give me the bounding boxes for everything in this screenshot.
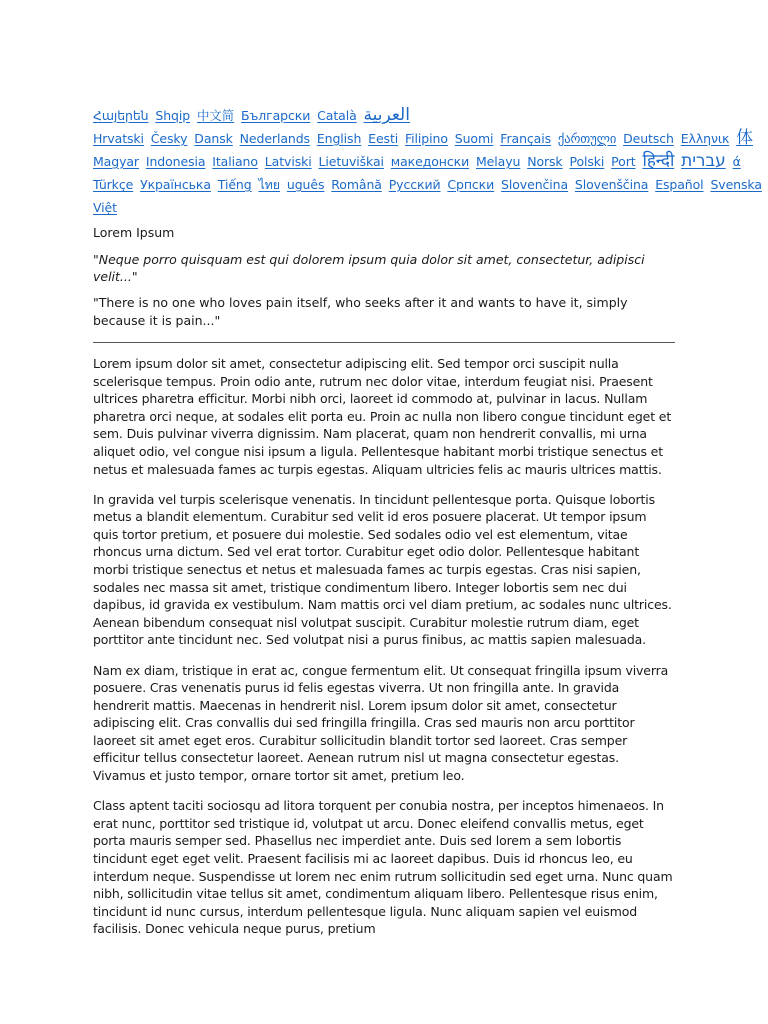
lang-link-greek-fragment[interactable]: ά <box>732 154 741 169</box>
lang-link-latvian[interactable]: Latviski <box>264 154 312 169</box>
lang-link-finnish[interactable]: Suomi <box>454 131 494 146</box>
lang-link-dutch[interactable]: Nederlands <box>239 131 310 146</box>
lang-link-italian[interactable]: Italiano <box>212 154 258 169</box>
lang-link-french[interactable]: Français <box>500 131 552 146</box>
body-text <box>93 355 675 937</box>
lang-link-vietnamese-part1[interactable]: Tiếng <box>217 177 252 192</box>
lang-link-romanian[interactable]: Română <box>331 177 382 192</box>
lang-link-hungarian[interactable]: Magyar <box>93 154 139 169</box>
language-links <box>93 104 762 219</box>
lang-link-portuguese-part1[interactable]: Port <box>611 154 636 169</box>
language-row-3 <box>93 150 741 173</box>
paragraph-3: Nam ex diam, tristique in erat ac, congue fermentum elit. Ut consequat fringilla ipsum viverra posuere. Cras venenatis purus id felis egestas viverra. Ut non fringilla ante. In gravida hendrerit mattis. Maecenas in hendrerit nisl. Lorem ipsum dolor sit amet, consectetur adipiscing elit. Cras convallis dui sed fringilla fringilla. Cras sed mauris non arcu porttitor laoreet sit amet eget eros. Curabitur sollicitudin blandit tortor sed laoreet. Cras semper efficitur tellus consectetur laoreet. Aenean rutrum nisl ut magna consectetur egestas. Vivamus et justo tempor, ornare tortor sit amet, pretium leo. <box>93 662 669 784</box>
lang-link-spanish[interactable]: Español <box>655 177 704 192</box>
english-quote: "There is no one who loves pain itself, who seeks after it and wants to have it, simply because it is pain..." <box>93 295 628 328</box>
language-row-5 <box>93 196 675 219</box>
language-row-2 <box>93 127 754 150</box>
content-column <box>93 104 762 937</box>
lang-link-chinese-traditional[interactable]: 体 <box>736 128 754 148</box>
lang-link-serbian[interactable]: Српски <box>447 177 495 192</box>
lang-link-turkish[interactable]: Türkçe <box>93 177 134 192</box>
paragraph-1: Lorem ipsum dolor sit amet, consectetur adipiscing elit. Sed tempor orci suscipit nulla scelerisque tempus. Proin odio ante, rutrum nec dolor vitae, interdum feugiat nisi. Praesent ultrices pharetra efficitur. Morbi nibh orci, laoreet id commodo at, pulvinar in lacus. Nullam pharetra orci neque, at sodales elit porta eu. Proin ac nulla non libero congue tincidunt eget et sem. Duis pulvinar viverra dignissim. Nam placerat, quam non hendrerit convallis, mi urna aliquet odio, vel congue nisi ipsum a ligula. Pellentesque habitant morbi tristique senectus et netus et malesuada fames ac turpis egestas. Aliquam ultricies felis ac mauris ultrices mattis. <box>93 356 672 477</box>
lang-link-hindi[interactable]: हिन्दी <box>642 151 675 171</box>
lang-link-german[interactable]: Deutsch <box>623 131 674 146</box>
lang-link-swedish[interactable]: Svenska <box>710 177 762 192</box>
lang-link-hebrew[interactable]: עברית <box>681 151 726 171</box>
lang-link-albanian[interactable]: Shqip <box>155 108 191 123</box>
lang-link-slovenian[interactable]: Slovenščina <box>574 177 649 192</box>
lang-link-filipino[interactable]: Filipino <box>405 131 448 146</box>
lang-link-danish[interactable]: Dansk <box>194 131 233 146</box>
lang-link-thai[interactable]: ไทย <box>258 177 281 192</box>
lang-link-croatian[interactable]: Hrvatski <box>93 131 144 146</box>
lang-link-chinese-simplified[interactable]: 中文简 <box>196 108 235 123</box>
lang-link-bulgarian[interactable]: Български <box>241 108 311 123</box>
lang-link-czech[interactable]: Česky <box>150 131 188 146</box>
lang-link-malay[interactable]: Melayu <box>475 154 521 169</box>
lang-link-greek[interactable]: Ελληνικ <box>680 131 730 146</box>
lang-link-russian[interactable]: Русский <box>388 177 441 192</box>
paragraph-2: In gravida vel turpis scelerisque venenatis. In tincidunt pellentesque porta. Quisque lobortis metus a blandit elementum. Curabitur sed velit id eros posuere placerat. Ut tempor ipsum quis tortor pretium, et posuere dui molestie. Sed sodales odio vel est elementum, vitae rhoncus urna dictum. Sed vel erat tortor. Curabitur eget odio dolor. Pellentesque habitant morbi tristique senectus et netus et malesuada fames ac turpis egestas. Cras nisi sapien, sodales nec massa sit amet, tristique condimentum libero. Integer lobortis sem nec dui dapibus, id gravida ex vestibulum. Nam mattis orci vel diam pretium, ac sodales nunc ultrices. Aenean bibendum consequat nisl volutpat suscipit. Curabitur molestie rutrum diam, eget porttitor ante tincidunt nec. Sed volutpat nisi a purus finibus, ac mattis sapien malesuada. <box>93 491 672 648</box>
lang-link-ukrainian[interactable]: Українська <box>140 177 211 192</box>
horizontal-divider <box>93 342 675 343</box>
lang-link-norwegian[interactable]: Norsk <box>527 154 563 169</box>
page-title: Lorem Ipsum <box>93 225 175 240</box>
lang-link-estonian[interactable]: Eesti <box>368 131 399 146</box>
lang-link-macedonian[interactable]: македонски <box>390 154 470 169</box>
lang-link-indonesian[interactable]: Indonesia <box>145 154 206 169</box>
lang-link-slovak[interactable]: Slovenčina <box>501 177 569 192</box>
lang-link-georgian[interactable]: ქართული <box>557 131 617 146</box>
language-row-4 <box>93 173 762 196</box>
lang-link-polish[interactable]: Polski <box>569 154 605 169</box>
lang-link-catalan[interactable]: Català <box>317 108 357 123</box>
lang-link-english[interactable]: English <box>316 131 362 146</box>
lang-link-portuguese-part2[interactable]: uguês <box>286 177 325 192</box>
language-row-1 <box>93 104 675 127</box>
lang-link-arabic[interactable]: العربية <box>363 105 410 125</box>
lang-link-vietnamese-part2[interactable]: Việt <box>93 200 117 215</box>
lang-link-lithuanian[interactable]: Lietuviškai <box>318 154 384 169</box>
lang-link-armenian[interactable]: Հայերեն <box>93 108 149 123</box>
latin-quote: "Neque porro quisquam est qui dolorem ipsum quia dolor sit amet, consectetur, adipisci velit..." <box>93 252 645 284</box>
paragraph-4: Class aptent taciti sociosqu ad litora torquent per conubia nostra, per inceptos himenaeos. In erat nunc, porttitor sed tristique id, volutpat ut arcu. Donec eleifend convallis metus, eget porta mauris semper sed. Phasellus nec imperdiet ante. Duis sed lorem a sem lobortis tincidunt eget eget velit. Praesent facilisis mi ac laoreet dapibus. Duis id rhoncus leo, eu interdum neque. Suspendisse ut lorem nec enim rutrum sollicitudin sed eget urna. Nunc quam nibh, sollicitudin vitae tellus sit amet, condimentum aliquam libero. Pellentesque risus enim, tincidunt id nunc cursus, interdum pellentesque ligula. Nunc aliquam sapien vel euismod facilisis. Donec vehicula neque purus, pretium <box>93 798 673 937</box>
